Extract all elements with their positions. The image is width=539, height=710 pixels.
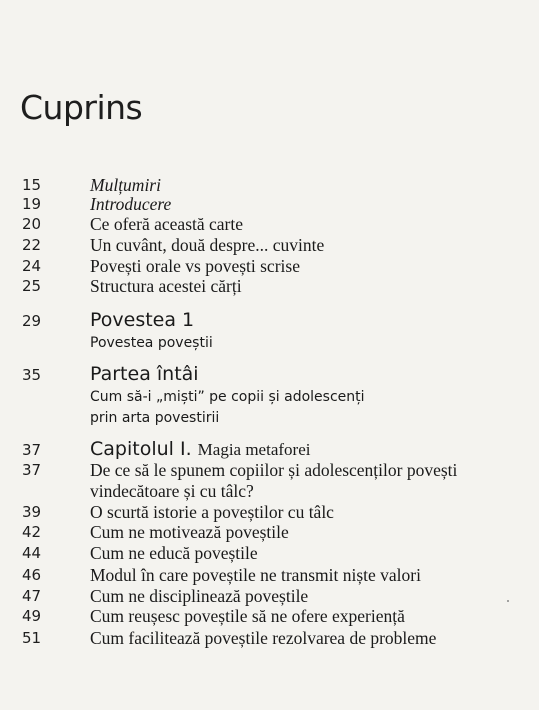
chapter-label-wrap (90, 438, 310, 461)
section-subtitle: Povestea poveștii (90, 335, 213, 351)
entry-title: Cum ne educă poveștile (90, 543, 258, 563)
page-number: 35 (22, 366, 42, 384)
entry-title: Modul în care poveștile ne transmit niște valori (90, 565, 421, 585)
entry-title: De ce să le spunem copiilor și adolescenților povești (90, 460, 458, 480)
page-title: Cuprins (20, 88, 143, 127)
page-number: 37 (22, 461, 42, 479)
page-number: 42 (22, 523, 42, 541)
page-number: 22 (22, 236, 42, 254)
entry-title: Cum ne motivează poveștile (90, 522, 289, 542)
page-number: 20 (22, 215, 42, 233)
section-subtitle: Cum să-i „miști” pe copii și adolescenți (90, 389, 365, 405)
paper-speck (507, 600, 509, 602)
entry-title: Cum facilitează poveștile rezolvarea de probleme (90, 628, 437, 648)
entry-title: Introducere (90, 194, 172, 214)
entry-title: Cum reușesc poveștile să ne ofere experiență (90, 606, 405, 626)
entry-title: Povești orale vs povești scrise (90, 256, 300, 276)
entry-title: Structura acestei cărți (90, 276, 242, 296)
page-number: 47 (22, 587, 42, 605)
entry-title: O scurtă istorie a poveștilor cu tâlc (90, 502, 334, 522)
section-subtitle: prin arta povestirii (90, 410, 220, 426)
page-number: 15 (22, 176, 42, 194)
page-number: 39 (22, 503, 42, 521)
section-heading: Povestea 1 (90, 309, 195, 331)
page-number: 25 (22, 277, 42, 295)
chapter-title: Magia metaforei (197, 440, 311, 459)
page-number: 46 (22, 566, 42, 584)
entry-title: Mulțumiri (90, 175, 161, 195)
page-number: 29 (22, 312, 42, 330)
page-number: 37 (22, 441, 42, 459)
section-heading: Partea întâi (90, 363, 199, 385)
entry-title: Un cuvânt, două despre... cuvinte (90, 235, 325, 255)
entry-title: Cum ne disciplinează poveștile (90, 586, 309, 606)
page-number: 49 (22, 607, 42, 625)
page-number: 24 (22, 257, 42, 275)
chapter-label: Capitolul I. (90, 438, 192, 460)
entry-title-continued: vindecătoare și cu tâlc? (90, 481, 254, 501)
entry-title: Ce oferă această carte (90, 214, 244, 234)
page-number: 51 (22, 629, 42, 647)
page-number: 44 (22, 544, 42, 562)
page-number: 19 (22, 195, 42, 213)
